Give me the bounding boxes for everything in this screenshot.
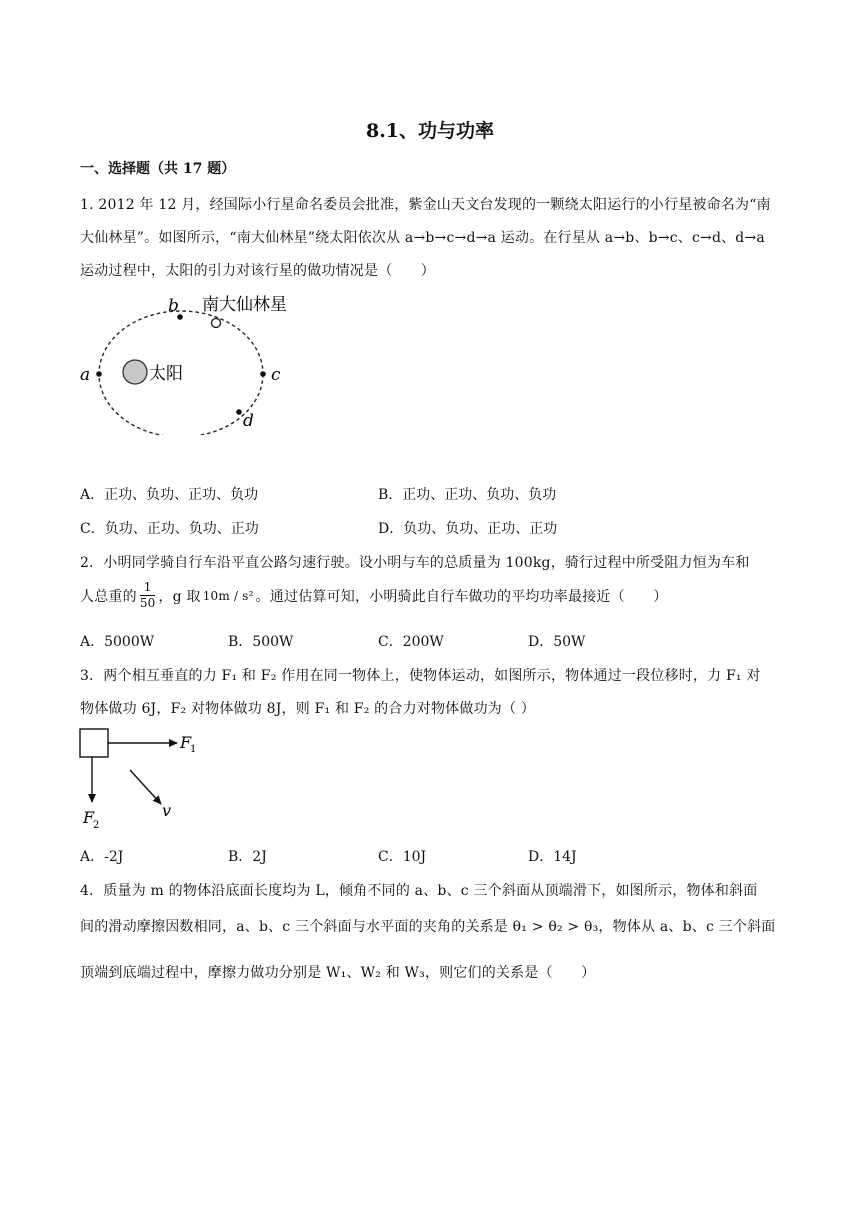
q2-line-2-g: ，g 取 — [158, 588, 201, 605]
f1-label: F — [180, 733, 192, 752]
q3-option-a: A．-2J — [80, 849, 124, 865]
q3-line-1: 3．两个相互垂直的力 F₁ 和 F₂ 作用在同一物体上，使物体运动，如图所示，物体通过一段位移时，力 F₁ 对 — [80, 668, 761, 684]
asteroid-icon — [212, 319, 221, 328]
q2-option-c: C．200W — [378, 634, 444, 650]
label-c: c — [271, 365, 281, 385]
q2-line-2-pre: 人总重的 — [80, 588, 137, 605]
force-diagram — [75, 722, 215, 840]
fraction-numerator: 1 — [140, 580, 156, 596]
q1-line-3: 运动过程中，太阳的引力对该行星的做功情况是（ ） — [80, 263, 435, 279]
point-c — [260, 371, 266, 377]
fraction — [140, 580, 156, 611]
f1-subscript: 1 — [190, 744, 197, 755]
q2-option-a: A．5000W — [80, 634, 155, 650]
q2-unit: 10m / s² — [202, 588, 254, 603]
q1-option-c: C．负功、正功、负功、正功 — [80, 521, 259, 537]
q4-line-1: 4．质量为 m 的物体沿底面长度均为 L，倾角不同的 a、b、c 三个斜面从顶端滑下，如图所示，物体和斜面 — [80, 883, 758, 899]
f2-subscript: 2 — [93, 820, 100, 831]
q4-line-3: 顶端到底端过程中，摩擦力做功分别是 W₁、W₂ 和 W₃，则它们的关系是（ ） — [80, 965, 596, 981]
point-a — [96, 371, 102, 377]
fraction-denominator: 50 — [139, 596, 156, 610]
q3-option-d: D．14J — [528, 849, 577, 865]
sun-label: 太阳 — [149, 364, 183, 384]
q2-line-1: 2．小明同学骑自行车沿平直公路匀速行驶。设小明与车的总质量为 100kg，骑行过程中所受阻力恒为车和 — [80, 555, 750, 571]
label-b: b — [168, 296, 179, 316]
q1-line-2: 大仙林星”。如图所示，“南大仙林星”绕太阳依次从 a→b→c→d→a 运动。在行星从 a→b、b→c、c→d、d→a — [80, 230, 765, 246]
label-a: a — [80, 365, 91, 385]
sun-icon — [123, 360, 147, 384]
q2-option-b: B．500W — [228, 634, 294, 650]
page-title: 8.1、功与功率 — [365, 120, 495, 142]
q3-option-c: C．10J — [378, 849, 427, 865]
q2-option-d: D．50W — [528, 634, 586, 650]
block — [80, 729, 108, 757]
orbit-diagram — [75, 290, 335, 435]
q2-line-2 — [80, 580, 667, 611]
point-d — [236, 409, 242, 415]
section-heading: 一、选择题（共 17 题） — [80, 161, 236, 177]
v-label: v — [162, 801, 172, 820]
q3-option-b: B．2J — [228, 849, 267, 865]
f2-label: F — [83, 808, 95, 827]
label-d: d — [243, 411, 254, 431]
asteroid-label: 南大仙林星 — [202, 295, 287, 315]
q2-line-2-post: 。通过估算可知，小明骑此自行车做功的平均功率最接近（ ） — [255, 588, 668, 605]
q4-line-2: 间的滑动摩擦因数相同，a、b、c 三个斜面与水平面的夹角的关系是 θ₁ > θ₂ > θ₃，物体从 a、b、c 三个斜面 — [80, 919, 776, 935]
q1-option-b: B．正功、正功、负功、负功 — [378, 487, 557, 503]
q1-option-a: A．正功、负功、正功、负功 — [80, 487, 259, 503]
q3-line-2: 物体做功 6J，F₂ 对物体做功 8J，则 F₁ 和 F₂ 的合力对物体做功为（ ） — [80, 701, 536, 717]
q1-option-d: D．负功、负功、正功、正功 — [378, 521, 558, 537]
arrow-v — [130, 770, 161, 804]
q1-line-1: 1. 2012 年 12 月，经国际小行星命名委员会批准，紫金山天文台发现的一颗绕太阳运行的小行星被命名为“南 — [80, 197, 771, 213]
